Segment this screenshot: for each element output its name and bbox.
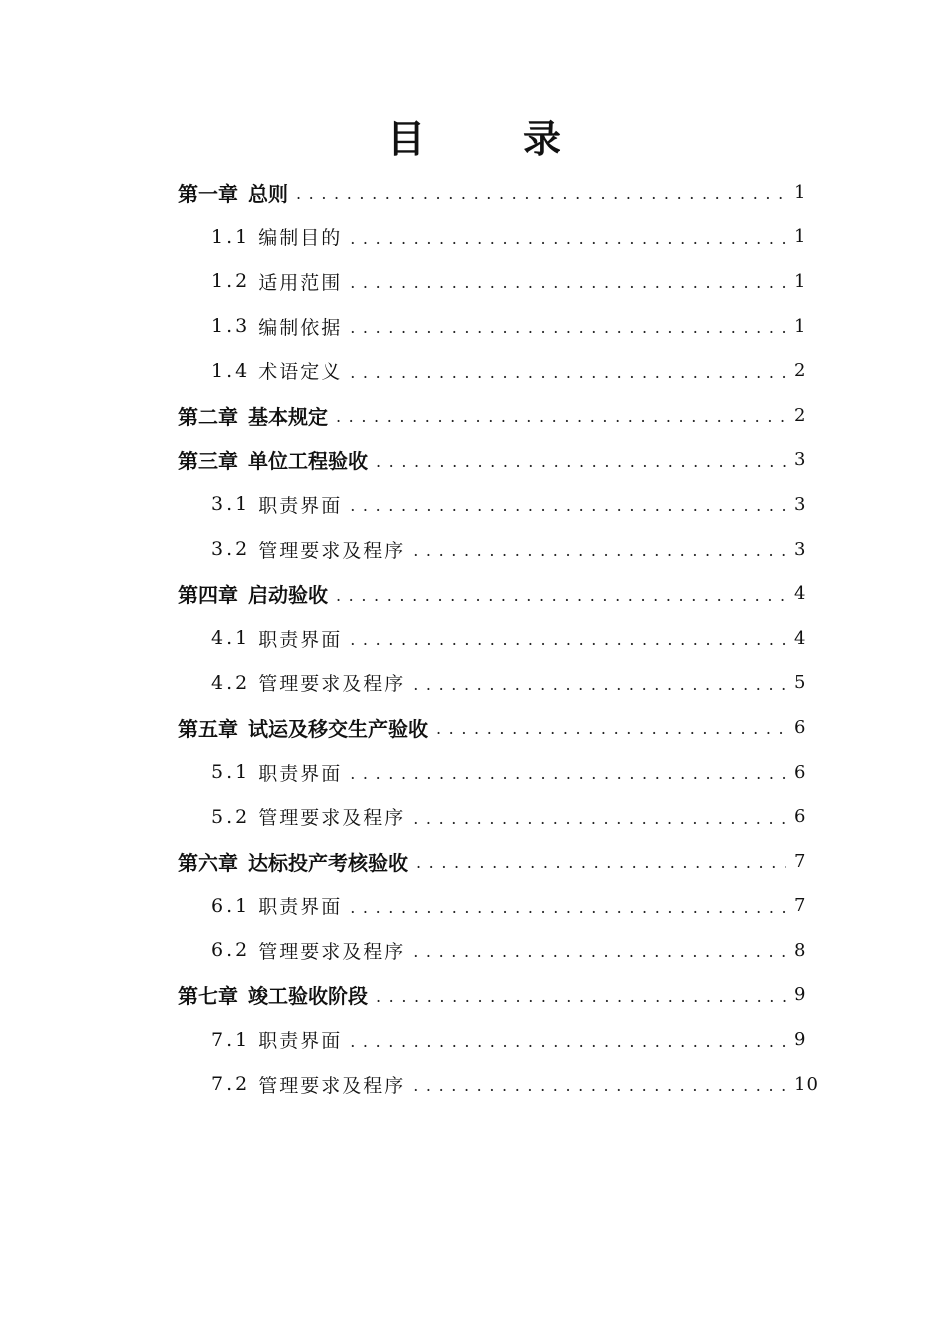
toc-title: 目 录 <box>386 117 591 161</box>
entry-number: 7.2 <box>211 1073 251 1096</box>
entry-title: 职责界面 <box>258 762 343 785</box>
entry-title: 适用范围 <box>258 271 343 294</box>
toc-entry-section-1-4[interactable] <box>178 348 806 393</box>
dot-leader <box>350 273 786 293</box>
entry-title: 职责界面 <box>258 1030 343 1053</box>
entry-title: 术语定义 <box>258 361 343 384</box>
entry-page-number: 2 <box>794 360 807 382</box>
entry-title: 总则 <box>248 181 288 206</box>
entry-title: 管理要求及程序 <box>258 940 406 963</box>
toc-entry-chapter-3[interactable] <box>178 438 806 483</box>
entry-number: 1.4 <box>211 359 251 382</box>
toc-entry-section-1-2[interactable] <box>178 259 806 304</box>
entry-number: 第七章 <box>178 984 238 1009</box>
entry-title: 启动验收 <box>248 583 328 608</box>
dot-leader <box>350 363 786 383</box>
entry-page-number: 3 <box>794 449 807 471</box>
dot-leader <box>436 719 786 739</box>
toc-list <box>178 170 819 1106</box>
entry-page-number: 6 <box>794 806 807 828</box>
dot-leader <box>336 586 786 606</box>
entry-page-number: 7 <box>794 895 807 917</box>
entry-title: 职责界面 <box>258 628 343 651</box>
dot-leader <box>350 229 786 249</box>
entry-page-number: 7 <box>794 850 807 872</box>
toc-entry-section-7-1[interactable] <box>178 1017 806 1062</box>
dot-leader <box>350 764 786 784</box>
entry-number: 5.2 <box>211 805 251 828</box>
dot-leader <box>413 541 786 561</box>
toc-entry-chapter-4[interactable] <box>178 571 806 616</box>
toc-entry-section-1-3[interactable] <box>178 304 806 349</box>
entry-number: 3.2 <box>211 538 251 561</box>
entry-title: 管理要求及程序 <box>258 1074 406 1097</box>
entry-title: 达标投产考核验收 <box>248 850 408 875</box>
toc-entry-section-3-1[interactable] <box>178 482 806 527</box>
dot-leader <box>350 1032 786 1052</box>
dot-leader <box>413 675 786 695</box>
toc-entry-section-1-1[interactable] <box>178 215 806 260</box>
entry-page-number: 1 <box>794 270 807 292</box>
dot-leader <box>296 184 786 204</box>
entry-number: 1.3 <box>211 315 251 338</box>
entry-page-number: 2 <box>794 404 807 426</box>
toc-entry-section-5-1[interactable] <box>178 750 806 795</box>
entry-page-number: 1 <box>794 226 807 248</box>
entry-number: 3.1 <box>211 493 251 516</box>
entry-number: 第五章 <box>178 716 238 741</box>
dot-leader <box>350 318 786 338</box>
entry-number: 4.2 <box>211 671 251 694</box>
entry-title: 单位工程验收 <box>248 449 368 474</box>
entry-title: 编制依据 <box>258 316 343 339</box>
entry-page-number: 1 <box>794 315 807 337</box>
entry-number: 1.1 <box>211 225 251 248</box>
toc-entry-chapter-5[interactable] <box>178 705 806 750</box>
toc-entry-section-7-2[interactable] <box>178 1062 819 1107</box>
entry-number: 第六章 <box>178 850 238 875</box>
toc-entry-section-4-2[interactable] <box>178 661 806 706</box>
entry-number: 第三章 <box>178 449 238 474</box>
entry-page-number: 4 <box>794 583 807 605</box>
entry-page-number: 4 <box>794 627 807 649</box>
entry-page-number: 9 <box>794 984 807 1006</box>
entry-title: 编制目的 <box>258 227 343 250</box>
entry-page-number: 3 <box>794 493 807 515</box>
toc-entry-chapter-2[interactable] <box>178 393 806 438</box>
entry-page-number: 9 <box>794 1029 807 1051</box>
entry-page-number: 6 <box>794 716 807 738</box>
entry-title: 竣工验收阶段 <box>248 984 368 1009</box>
toc-entry-section-3-2[interactable] <box>178 527 806 572</box>
dot-leader <box>336 407 786 427</box>
entry-number: 5.1 <box>211 761 251 784</box>
entry-title: 试运及移交生产验收 <box>248 716 428 741</box>
entry-number: 1.2 <box>211 270 251 293</box>
dot-leader <box>350 630 786 650</box>
entry-title: 管理要求及程序 <box>258 539 406 562</box>
dot-leader <box>376 452 786 472</box>
dot-leader <box>413 942 786 962</box>
entry-page-number: 10 <box>794 1073 819 1095</box>
toc-entry-section-6-2[interactable] <box>178 928 806 973</box>
entry-number: 6.1 <box>211 894 251 917</box>
entry-number: 7.1 <box>211 1028 251 1051</box>
entry-number: 第二章 <box>178 404 238 429</box>
entry-page-number: 5 <box>794 672 807 694</box>
entry-title: 基本规定 <box>248 404 328 429</box>
entry-number: 6.2 <box>211 939 251 962</box>
entry-title: 职责界面 <box>258 896 343 919</box>
entry-page-number: 6 <box>794 761 807 783</box>
dot-leader <box>350 496 786 516</box>
entry-page-number: 1 <box>794 181 807 203</box>
entry-page-number: 3 <box>794 538 807 560</box>
toc-entry-section-6-1[interactable] <box>178 884 806 929</box>
dot-leader <box>350 898 786 918</box>
entry-number: 4.1 <box>211 627 251 650</box>
toc-entry-chapter-6[interactable] <box>178 839 806 884</box>
entry-title: 管理要求及程序 <box>258 807 406 830</box>
dot-leader <box>413 809 786 829</box>
dot-leader <box>416 853 786 873</box>
dot-leader <box>376 987 786 1007</box>
entry-title: 管理要求及程序 <box>258 673 406 696</box>
entry-page-number: 8 <box>794 939 807 961</box>
toc-entry-chapter-1[interactable] <box>178 170 806 215</box>
toc-entry-section-4-1[interactable] <box>178 616 806 661</box>
entry-number: 第四章 <box>178 583 238 608</box>
toc-entry-chapter-7[interactable] <box>178 973 806 1018</box>
toc-entry-section-5-2[interactable] <box>178 794 806 839</box>
entry-title: 职责界面 <box>258 494 343 517</box>
entry-number: 第一章 <box>178 181 238 206</box>
dot-leader <box>413 1076 786 1096</box>
